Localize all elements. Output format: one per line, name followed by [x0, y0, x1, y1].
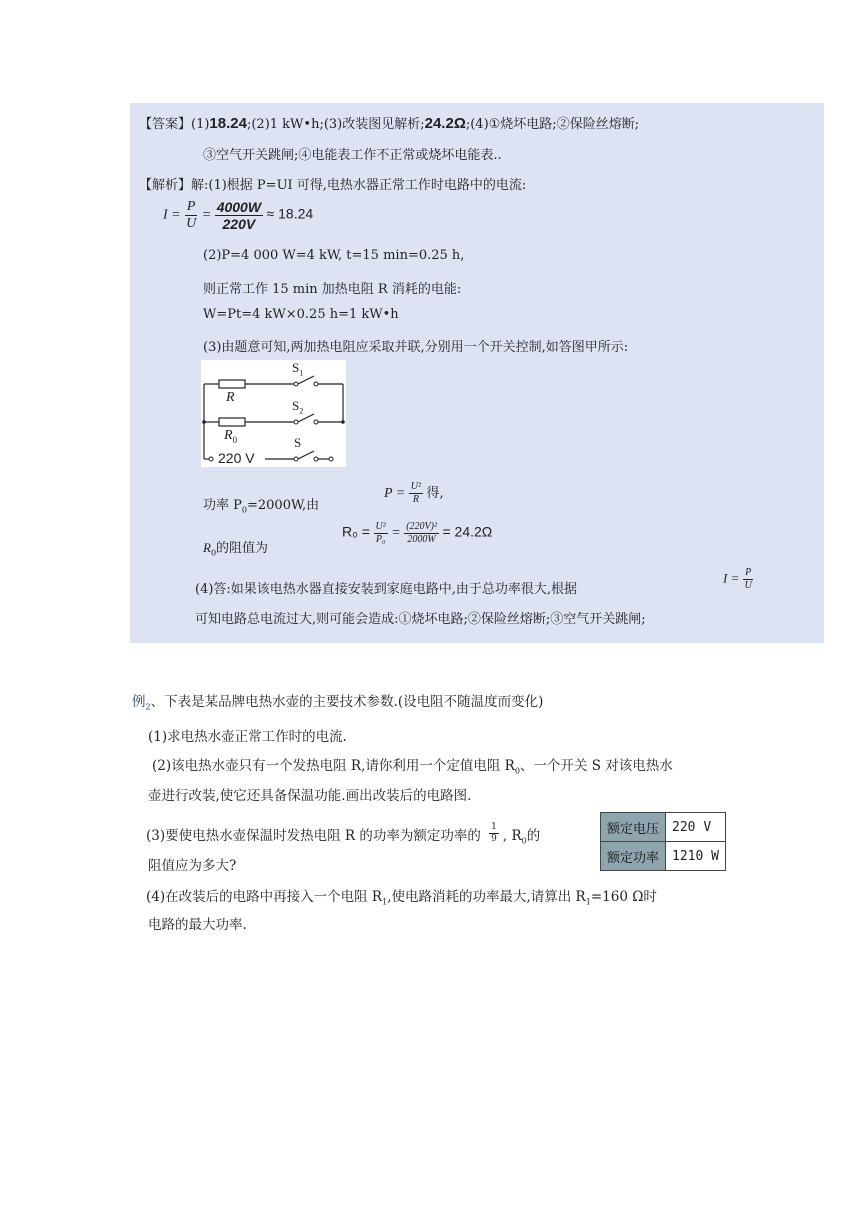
q4-text-c: =160 Ω时	[590, 889, 657, 905]
analysis-line-5: (3)由题意可知,两加热电阻应采取并联,分别用一个开关控制,如答图甲所示:	[203, 340, 629, 355]
example-title	[132, 690, 543, 712]
eq4-lhs: I =	[723, 570, 740, 586]
spec-value-power: 1210 W	[666, 842, 726, 871]
eq1-f1-num: P	[186, 199, 196, 214]
s2-letter: S	[292, 398, 300, 413]
eq2-den: R	[412, 494, 419, 506]
question-4-line-2: 电路的最大功率.	[148, 917, 247, 933]
eq1-f2-num: 4000W	[216, 199, 262, 215]
label-source: 220 V	[218, 450, 255, 466]
table-row	[601, 813, 726, 842]
r0-sub: 0	[232, 434, 238, 445]
spec-label-power: 额定功率	[601, 842, 666, 871]
example-label-sub: 2	[145, 702, 151, 712]
eq2-tail: 得,	[426, 486, 444, 501]
eq3-f2-den: 2000W	[407, 534, 436, 545]
s2-sub: 2	[299, 406, 304, 416]
s1-letter: S	[292, 360, 300, 375]
answer-line-2: ③空气开关跳闸;④电能表工作不正常或烧坏电能表..	[203, 148, 502, 163]
eq1-fraction-1	[184, 200, 198, 231]
q3-fraction	[489, 823, 499, 844]
label-r0	[224, 428, 237, 445]
spec-label-voltage: 额定电压	[601, 813, 666, 842]
example-title-text: 、下表是某品牌电热水壶的主要技术参数.(设电阻不随温度而变化)	[150, 694, 544, 710]
answer-prefix: 【答案】(1)	[139, 117, 210, 132]
analysis-line-8: (4)答:如果该电热水器直接安装到家庭电路中,由于总功率很大,根据	[195, 582, 578, 597]
eq3-fraction-1	[374, 522, 388, 545]
analysis-line-7	[203, 537, 268, 558]
eq2-num: U²	[410, 481, 421, 493]
answer-resistance-value: 24.2Ω	[424, 115, 466, 132]
q3-frac-num: 1	[491, 822, 497, 832]
question-1: (1)求电热水壶正常工作时的电流.	[148, 729, 347, 745]
eq3-f1-num: U²	[375, 521, 386, 532]
q2-text-b: 、一个开关 S 对该电热水	[519, 758, 673, 774]
eq3-result: = 24.2Ω	[442, 523, 493, 540]
q4-sub-2: 1	[585, 897, 591, 907]
q4-text-b: ,使电路消耗的功率最大,请算出 R	[387, 889, 586, 905]
label-s1	[292, 360, 303, 378]
answer-part2: ;(2)1 kW•h;(3)改装图见解析;	[246, 117, 425, 132]
equation-power	[384, 482, 444, 505]
eq1-f2-den: 220V	[222, 216, 256, 232]
s1-sub: 1	[299, 368, 304, 378]
analysis-line-2: (2)P=4 000 W=4 kW, t=15 min=0.25 h,	[203, 248, 465, 263]
q4-sub: 1	[382, 897, 388, 907]
answer-panel	[130, 103, 824, 643]
circuit-diagram	[201, 360, 346, 467]
label-s2	[292, 398, 303, 416]
question-3-line-2: 阻值应为多大?	[148, 858, 237, 874]
q3-frac-den: 9	[491, 834, 497, 844]
analysis-line-1: 【解析】解:(1)根据 P=UI 可得,电热水器正常工作时电路中的电流:	[139, 178, 527, 193]
eq1-result: ≈ 18.24	[266, 205, 314, 222]
q4-text-a: (4)在改装后的电路中再接入一个电阻 R	[146, 889, 383, 905]
eq1-fraction-2	[215, 200, 263, 231]
q2-text-a: (2)该电热水壶只有一个发热电阻 R,请你利用一个定值电阻 R	[152, 758, 515, 774]
analysis-line-3: 则正常工作 15 min 加热电阻 R 消耗的电能:	[203, 282, 462, 297]
r0-text-sub: 0	[210, 548, 217, 558]
answer-current-value: 18.24	[209, 115, 247, 132]
eq3-lhs: R₀ =	[342, 523, 370, 540]
q3-text-c: 的	[526, 828, 541, 844]
analysis-line-4: W=Pt=4 kW×0.25 h=1 kW•h	[203, 307, 399, 322]
eq1-lhs: I =	[163, 207, 181, 223]
question-4-line-1	[146, 885, 657, 907]
eq3-fraction-2	[404, 522, 439, 545]
r0-text-b: 的阻值为	[216, 541, 269, 556]
r0-letter: R	[224, 428, 233, 443]
analysis-line-6	[203, 494, 319, 515]
spec-value-voltage: 220 V	[666, 813, 726, 842]
question-2-line-1	[152, 754, 673, 776]
equation-resistance	[342, 522, 492, 545]
question-2-line-2: 壶进行改装,使它还具备保温功能.画出改装后的电路图.	[148, 788, 472, 804]
spec-table	[600, 812, 726, 871]
r0-text: R	[203, 540, 211, 555]
eq4-fraction	[743, 568, 754, 591]
eq2-fraction	[409, 482, 423, 505]
answer-part4: ;(4)①烧坏电路;②保险丝熔断;	[465, 117, 640, 132]
eq3-equals: =	[391, 525, 401, 541]
eq1-equals: =	[201, 207, 212, 223]
power-sub: 0	[241, 505, 247, 515]
power-text-a: 功率 P	[203, 498, 242, 513]
eq1-f1-den: U	[186, 216, 197, 231]
power-text-b: =2000W,由	[246, 498, 320, 513]
example-label: 例	[132, 694, 146, 710]
q3-sub: 0	[521, 836, 527, 846]
eq4-den: U	[744, 580, 752, 591]
eq3-f1-den: P₀	[375, 534, 386, 545]
question-3-line-1	[146, 824, 540, 847]
label-r: R	[226, 390, 235, 405]
q3-text-b: , R	[502, 828, 522, 844]
label-s: S	[294, 435, 302, 450]
equation-ohm	[723, 568, 754, 591]
eq4-num: P	[745, 567, 752, 578]
analysis-line-9: 可知电路总电流过大,则可能会造成:①烧坏电路;②保险丝熔断;③空气开关跳闸;	[195, 612, 646, 627]
answer-line-1	[139, 113, 639, 132]
eq2-lhs: P =	[384, 486, 406, 501]
eq3-f2-num: (220V)²	[406, 521, 437, 532]
q2-sub: 0	[514, 766, 520, 776]
table-row	[601, 842, 726, 871]
q3-text-a: (3)要使电热水壶保温时发热电阻 R 的功率为额定功率的	[146, 828, 481, 844]
equation-current	[163, 200, 313, 231]
